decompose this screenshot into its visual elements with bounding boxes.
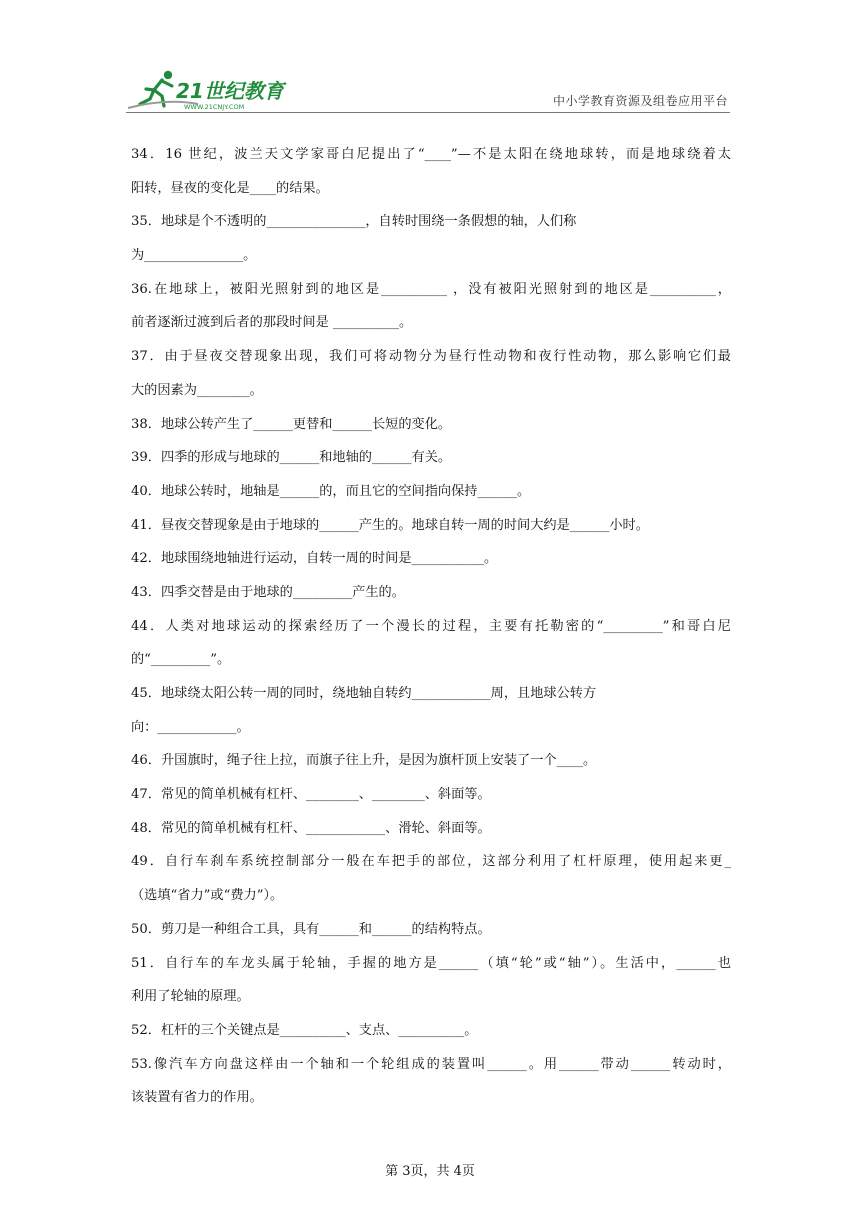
- page-header: [126, 64, 730, 116]
- text-line: 39．四季的形成与地球的______和地轴的______有关。: [131, 450, 452, 466]
- text-line: 48．常见的简单机械有杠杆、____________、滑轮、斜面等。: [131, 820, 491, 836]
- text-line: 大的因素为________。: [131, 382, 263, 398]
- text-line: 43．四季交替是由于地球的_________产生的。: [131, 584, 405, 600]
- logo-url: WWW.21CNJY.COM: [184, 103, 245, 111]
- text-line: 44．人类对地球运动的探索经历了一个漫长的过程，主要有托勒密的“_________”和哥白尼: [131, 618, 731, 634]
- question-list: [131, 138, 731, 1115]
- text-line: 阳转，昼夜的变化是____的结果。: [131, 180, 329, 196]
- text-line: 的“_________”。: [131, 652, 231, 668]
- text-line: 前者逐渐过渡到后者的那段时间是 __________。: [131, 315, 413, 331]
- text-line: 47．常见的简单机械有杠杆、________、________、斜面等。: [131, 787, 491, 803]
- text-line: 49．自行车刹车系统控制部分一般在车把手的部位，这部分利用了杠杆原理，使用起来更_: [131, 854, 731, 870]
- text-line: 向：____________。: [131, 719, 250, 735]
- text-line: 40．地球公转时，地轴是______的，而且它的空间指向保持______。: [131, 483, 531, 499]
- header-divider: [126, 112, 730, 113]
- text-line: 41．昼夜交替现象是由于地球的______产生的。地球自转一周的时间大约是______小时。: [131, 517, 649, 533]
- text-line: 37．由于昼夜交替现象出现，我们可将动物分为昼行性动物和夜行性动物，那么影响它们最: [131, 349, 731, 365]
- text-line: 36.在地球上，被阳光照射到的地区是__________ ，没有被阳光照射到的地区是__________，: [131, 281, 731, 297]
- text-line: 46．升国旗时，绳子往上拉，而旗子往上升，是因为旗杆顶上安装了一个____。: [131, 753, 597, 769]
- text-line: 34．16 世纪，波兰天文学家哥白尼提出了“____”—不是太阳在绕地球转，而是地球绕着太: [131, 147, 731, 162]
- text-line: 53.像汽车方向盘这样由一个轴和一个轮组成的装置叫______。用______带动______转动时，: [131, 1056, 731, 1072]
- text-line: 45．地球绕太阳公转一周的同时，绕地轴自转约____________周，且地球公转方: [131, 686, 597, 701]
- page-footer: 第 3页，共 4页: [385, 1164, 475, 1179]
- text-line: （选填“省力”或“费力”）。: [131, 888, 284, 904]
- text-line: 35．地球是个不透明的_______________，自转时围绕一条假想的轴，人们称: [131, 214, 577, 230]
- logo-21cnjy: [126, 68, 291, 112]
- text-line: 52．杠杆的三个关键点是__________、支点、__________。: [131, 1022, 478, 1038]
- platform-name: 中小学教育资源及组卷应用平台: [552, 94, 728, 108]
- text-line: 该装置有省力的作用。: [131, 1090, 263, 1106]
- text-line: 42．地球围绕地轴进行运动，自转一周的时间是___________。: [131, 551, 498, 567]
- text-line: 38．地球公转产生了______更替和______长短的变化。: [131, 416, 452, 432]
- logo-text: 21世纪教育: [176, 79, 284, 103]
- text-line: 为_______________。: [131, 248, 257, 264]
- text-line: 51．自行车的车龙头属于轮轴，手握的地方是______（填“轮”或“轴”）。生活中，______也: [131, 955, 731, 971]
- text-line: 利用了轮轴的原理。: [131, 989, 250, 1005]
- text-line: 50．剪刀是一种组合工具，具有______和______的结构特点。: [131, 921, 491, 937]
